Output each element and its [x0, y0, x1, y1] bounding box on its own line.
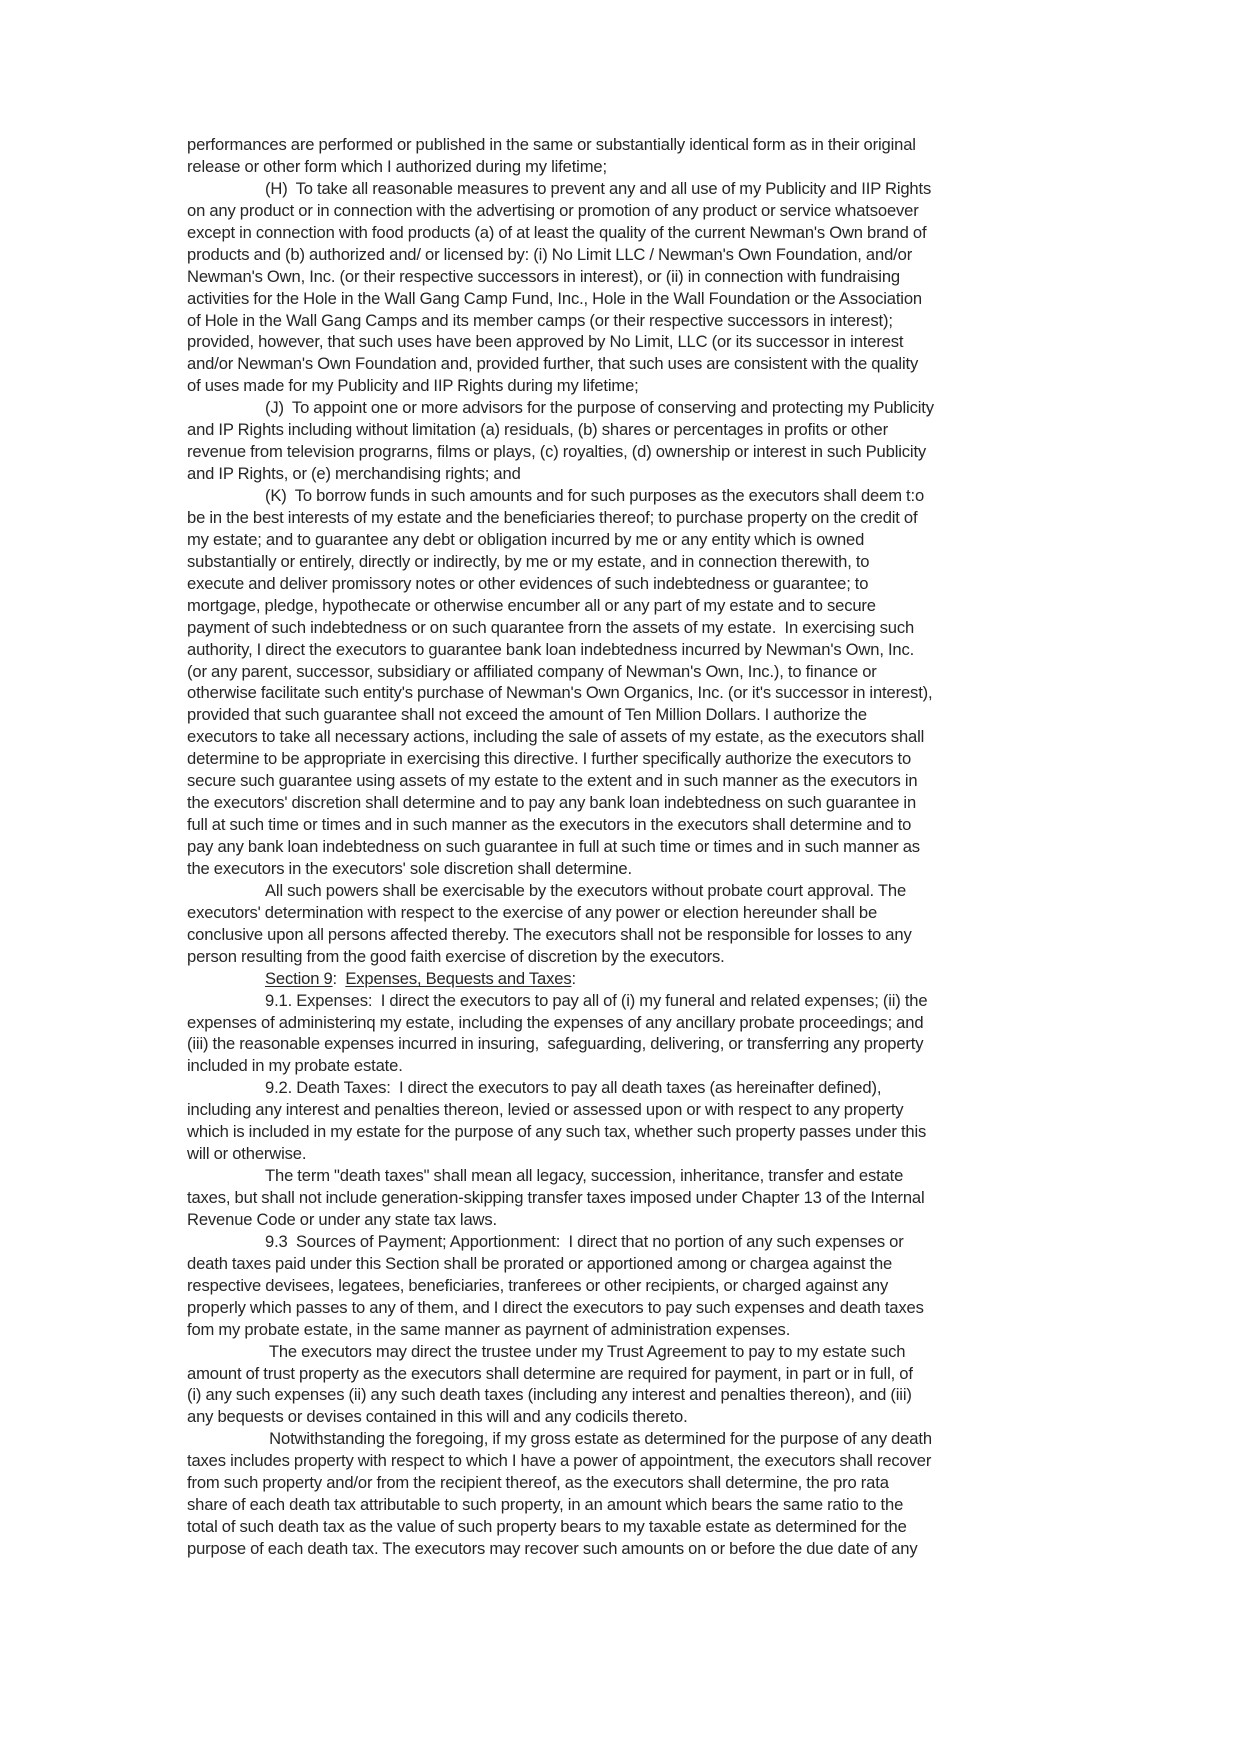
text-line: and IP Rights including without limitation (a) residuals, (b) shares or percentages in profits or other: [187, 420, 889, 440]
section-title: Expenses, Bequests and Taxes: [345, 968, 572, 988]
text-line: death taxes paid under this Section shall be prorated or apportioned among or chargea against the: [187, 1253, 893, 1273]
text-line: execute and deliver promissory notes or other evidences of such indebtedness or guarantee; to: [187, 573, 869, 593]
text-line: substantially or entirely, directly or indirectly, by me or my estate, and in connection therewith, to: [187, 551, 870, 571]
text-line: be in the best interests of my estate and the beneficiaries thereof; to purchase property on the credit of: [187, 507, 918, 527]
text-line: products and (b) authorized and/ or licensed by: (i) No Limit LLC / Newman's Own Foundation, and/or: [187, 244, 913, 264]
text-line: mortgage, pledge, hypothecate or otherwise encumber all or any part of my estate and to secure: [187, 595, 876, 615]
text-line: properly which passes to any of them, and I direct the executors to pay such expenses and death taxes: [187, 1297, 924, 1317]
text-line: provided, however, that such uses have been approved by No Limit, LLC (or its successor in interest: [187, 332, 904, 352]
text-line: my estate; and to guarantee any debt or obligation incurred by me or any entity which is owned: [187, 529, 865, 549]
text-line: any bequests or devises contained in this will and any codicils thereto.: [187, 1407, 688, 1427]
text-line: except in connection with food products (a) of at least the quality of the current Newman's Own brand of: [187, 222, 927, 242]
text-line: on any product or in connection with the advertising or promotion of any product or service whatsoever: [187, 200, 919, 220]
paragraph-first-line: The executors may direct the trustee under my Trust Agreement to pay to my estate such: [265, 1341, 906, 1361]
text-line: from such property and/or from the recipient thereof, as the executors shall determine, the pro rata: [187, 1473, 889, 1493]
text-line: the executors in the executors' sole discretion shall determine.: [187, 858, 632, 878]
section-heading: [187, 968, 1067, 990]
text-line: respective devisees, legatees, beneficiaries, tranferees or other recipients, or charged against any: [187, 1275, 889, 1295]
text-line: secure such guarantee using assets of my estate to the extent and in such manner as the executors in: [187, 771, 918, 791]
paragraph-first-line: (K) To borrow funds in such amounts and for such purposes as the executors shall deem t:o: [265, 486, 925, 505]
text-line: taxes includes property with respect to which I have a power of appointment, the executors shall recover: [187, 1451, 932, 1471]
text-line: authority, I direct the executors to guarantee bank loan indebtedness incurred by Newman's Own, Inc.: [187, 639, 915, 659]
paragraph-first-line: Notwithstanding the foregoing, if my gross estate as determined for the purpose of any death: [265, 1429, 932, 1449]
text-line: taxes, but shall not include generation-skipping transfer taxes imposed under Chapter 13 of the Internal: [187, 1188, 925, 1207]
text-line: (iii) the reasonable expenses incurred in insuring, safeguarding, delivering, or transferring any property: [187, 1034, 924, 1054]
text-line: (i) any such expenses (ii) any such death taxes (including any interest and penalties thereon), and (iii): [187, 1385, 912, 1405]
text-line: fom my probate estate, in the same manner as payrnent of administration expenses.: [187, 1319, 791, 1339]
text-line: purpose of each death tax. The executors may recover such amounts on or before the due date of any: [187, 1539, 918, 1558]
text-line: conclusive upon all persons affected thereby. The executors shall not be responsible for losses to any: [187, 924, 912, 944]
text-line: and/or Newman's Own Foundation and, provided further, that such uses are consistent with the quality: [187, 354, 919, 374]
document-body-part-1: [187, 134, 1067, 968]
text-line: activities for the Hole in the Wall Gang Camp Fund, Inc., Hole in the Wall Foundation or the Association: [187, 288, 923, 308]
text-line: full at such time or times and in such manner as the executors in the executors shall determine and to: [187, 815, 912, 835]
text-line: Revenue Code or under any state tax laws.: [187, 1209, 497, 1229]
section-separator: :: [332, 968, 346, 988]
text-line: and IP Rights, or (e) merchandising rights; and: [187, 464, 521, 484]
paragraph-first-line: 9.2. Death Taxes: I direct the executors to pay all death taxes (as hereinafter defined),: [265, 1078, 882, 1098]
paragraph-first-line: 9.1. Expenses: I direct the executors to pay all of (i) my funeral and related expenses; (ii) the: [265, 990, 928, 1010]
text-line: share of each death tax attributable to such property, in an amount which bears the same ratio to the: [187, 1495, 904, 1515]
text-line: Newman's Own, Inc. (or their respective successors in interest), or (ii) in connection with fundraising: [187, 266, 901, 286]
text-line: person resulting from the good faith exercise of discretion by the executors.: [187, 946, 725, 966]
text-line: revenue from television prograrns, films or plays, (c) royalties, (d) ownership or interest in such Publicity: [187, 442, 927, 462]
document-page: [187, 134, 1067, 1560]
text-line: included in my probate estate.: [187, 1056, 403, 1076]
paragraph-first-line: 9.3 Sources of Payment; Apportionment: I direct that no portion of any such expenses or: [265, 1231, 904, 1251]
text-line: executors' determination with respect to the exercise of any power or election hereunder shall be: [187, 902, 878, 922]
text-line: provided that such guarantee shall not exceed the amount of Ten Million Dollars. I authorize the: [187, 705, 867, 725]
section-colon: :: [571, 968, 576, 988]
text-line: performances are performed or published in the same or substantially identical form as in their original: [187, 135, 916, 154]
text-line: otherwise facilitate such entity's purchase of Newman's Own Organics, Inc. (or it's successor in interest),: [187, 683, 933, 703]
text-line: determine to be appropriate in exercising this directive. I further specifically authorize the executors to: [187, 749, 912, 769]
text-line: total of such death tax as the value of such property bears to my taxable estate as determined for the: [187, 1517, 907, 1537]
text-line: executors to take all necessary actions, including the sale of assets of my estate, as the executors shall: [187, 727, 925, 747]
text-line: including any interest and penalties thereon, levied or assessed upon or with respect to any property: [187, 1100, 904, 1120]
text-line: will or otherwise.: [187, 1144, 307, 1164]
section-number: Section 9: [265, 968, 333, 988]
document-body-part-2: [187, 990, 1067, 1560]
text-line: the executors' discretion shall determine and to pay any bank loan indebtedness on such guarantee in: [187, 793, 917, 813]
text-line: of uses made for my Publicity and IIP Rights during my lifetime;: [187, 376, 639, 396]
text-line: which is included in my estate for the purpose of any such tax, whether such property passes under this: [187, 1122, 927, 1142]
text-line: amount of trust property as the executors shall determine are required for payment, in part or in full, of: [187, 1363, 913, 1383]
text-line: payment of such indebtedness or on such quarantee frorn the assets of my estate. In exercising such: [187, 617, 915, 637]
paragraph-first-line: The term "death taxes" shall mean all legacy, succession, inheritance, transfer and estate: [265, 1166, 904, 1186]
paragraph-first-line: (J) To appoint one or more advisors for the purpose of conserving and protecting my Publicity: [265, 398, 934, 418]
paragraph-first-line: (H) To take all reasonable measures to prevent any and all use of my Publicity and IIP Rights: [265, 178, 932, 198]
paragraph-first-line: All such powers shall be exercisable by the executors without probate court approval. The: [265, 880, 907, 900]
text-line: release or other form which I authorized during my lifetime;: [187, 156, 607, 176]
text-line: of Hole in the Wall Gang Camps and its member camps (or their respective successors in interest);: [187, 310, 893, 330]
text-line: pay any bank loan indebtedness on such guarantee in full at such time or times and in such manner as: [187, 837, 920, 856]
text-line: expenses of administerinq my estate, including the expenses of any ancillary probate proceedings; and: [187, 1012, 924, 1032]
text-line: (or any parent, successor, subsidiary or affiliated company of Newman's Own, Inc.), to finance or: [187, 661, 877, 681]
